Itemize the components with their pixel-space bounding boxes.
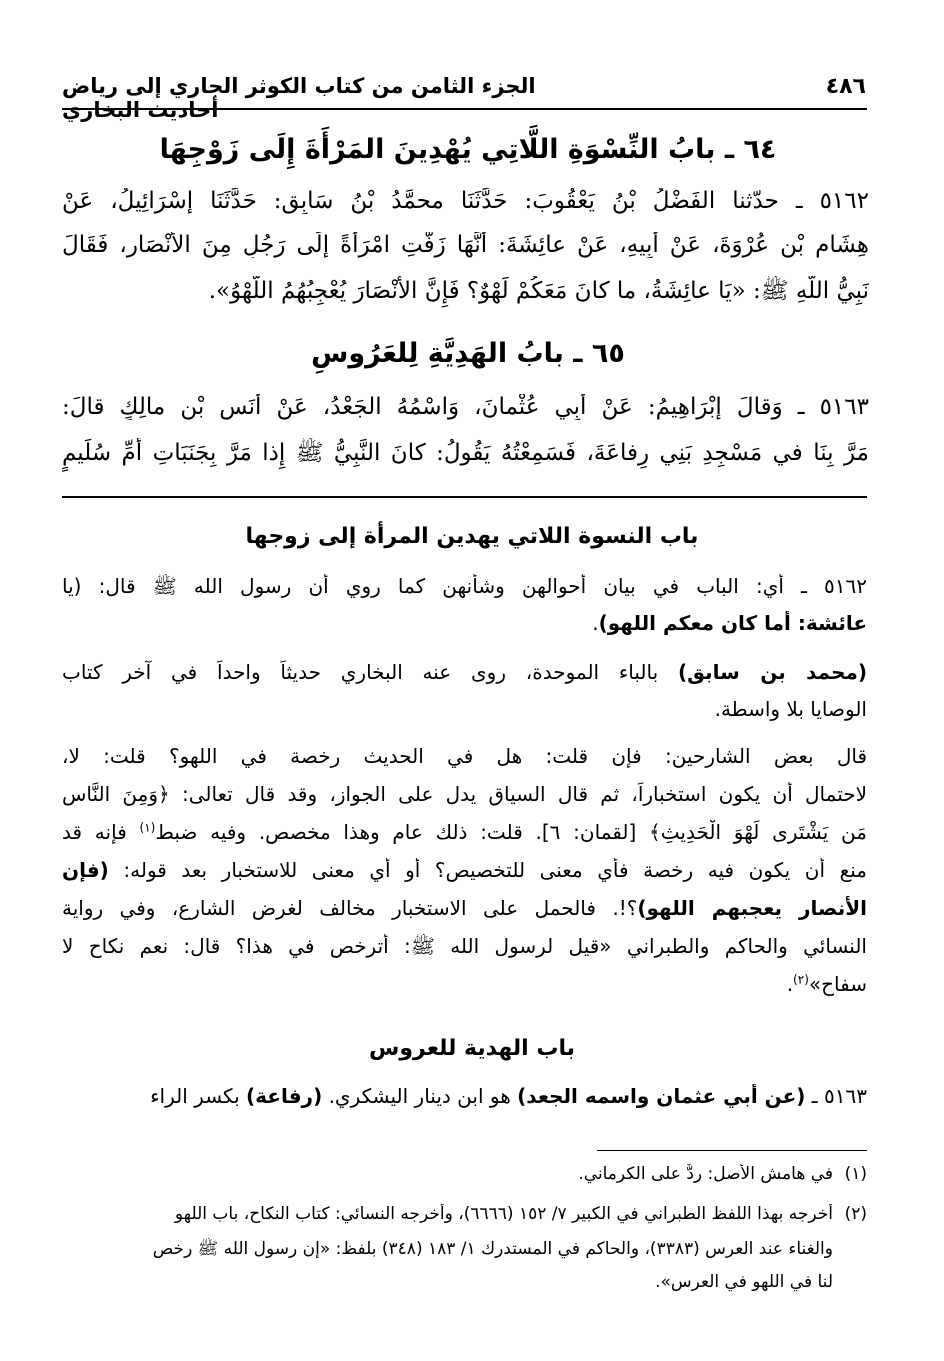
footnote-2-line-2: والغناء عند العرس (٣٣٨٣)، والحاكم في المستدرك ١/ ١٨٣ (٣٤٨) بلفظ: «إن رسول الله ﷺ رخص xyxy=(152,1239,833,1259)
commentary-5162-line-2 xyxy=(62,611,867,635)
footnote-1 xyxy=(62,1164,867,1184)
discussion-text: فإنه قد xyxy=(62,820,140,844)
muhammad-line-1 xyxy=(62,660,867,684)
discussion-text: ؟!. فالحمل على الاستخبار مخالف لغرض الشارع، وفي رواية xyxy=(62,896,638,920)
discussion-line-3 xyxy=(62,820,867,844)
footnote-text: في هامش الأصل: ردٌّ على الكرماني. xyxy=(578,1164,833,1184)
discussion-line-5 xyxy=(62,896,867,920)
discussion-text: سفاح» xyxy=(808,972,867,996)
discussion-text: منع أن يكون فيه رخصة فأي معنى للتخصيص؟ أو أي معنى للاستخبار بعد قوله: xyxy=(108,858,867,882)
punctuation: . xyxy=(592,611,599,635)
muhammad-line-2: الوصايا بلا واسطة. xyxy=(714,697,867,721)
discussion-line-6: النسائي والحاكم والطبراني «قيل لرسول الله ﷺ: أترخص في هذا؟ قال: نعم نكاح لا xyxy=(62,934,867,958)
footnote-2-line-3: لنا في اللهو في العرس». xyxy=(655,1272,833,1292)
header-rule xyxy=(62,108,867,110)
hadith-5162-line-1: ٥١٦٢ ـ حدّثنا الفَضْلُ بْنُ يَعْقُوبَ: حَدَّثَنَا محمَّدُ بْنُ سَابِقٍ: حَدَّثَنَا إِسْرَائِيلُ، عَنْ xyxy=(62,188,869,214)
commentary-text: هو ابن دينار اليشكري. xyxy=(322,1084,518,1108)
narrator-name: (محمد بن سابق) xyxy=(677,660,867,684)
discussion-line-2: لاحتمال أن يكون استخباراً، ثم قال السياق يدل على الجواز، وقد قال تعالى: ﴿وَمِنَ النَّاسِ xyxy=(62,782,867,806)
quoted-text: الأنصار يعجبهم اللهو) xyxy=(637,896,867,920)
discussion-line-1: قال بعض الشارحين: فإن قلت: هل في الحديث رخصة في اللهو؟ قلت: لا، xyxy=(62,744,867,768)
commentary-5163-line-1 xyxy=(62,1084,867,1108)
hadith-5163-line-2: مَرَّ بِنَا في مَسْجِدِ بَنِي رِفاعَةَ، فَسَمِعْتُهُ يَقُولُ: كانَ النَّبِيُّ ﷺ إِذا مَرَّ بِجَنَبَاتِ أُمِّ سُلَيمٍ xyxy=(62,440,869,466)
narrator-note: بالباء الموحدة، روى عنه البخاري حديثاً واحداً في آخر كتاب xyxy=(62,660,678,684)
page-number: ٤٨٦ xyxy=(825,74,866,99)
chapter-65-title: ٦٥ ـ بابُ الهَدِيَّةِ لِلعَرُوسِ xyxy=(311,338,625,369)
quoted-text: (رِفاعة) xyxy=(246,1084,323,1108)
footnote-number: (٢) xyxy=(844,1204,867,1224)
footnote-text: أخرجه بهذا اللفظ الطبراني في الكبير ٧/ ١٥٢ (٦٦٦٦)، وأخرجه النسائي: كتاب النكاح، باب اللهو xyxy=(174,1204,833,1224)
chapter-64-title: ٦٤ ـ بابُ النِّسْوَةِ اللَّاتِي يُهْدِينَ المَرْأَةَ إِلَى زَوْجِهَا xyxy=(159,134,777,165)
quoted-text: (فإن xyxy=(62,858,109,882)
footnote-ref-2[interactable]: (٢) xyxy=(793,972,809,987)
quoted-text: (عن أبي عثمان واسمه الجعد) xyxy=(517,1084,806,1108)
hadith-5162-line-3: نَبِيُّ اللَّهِ ﷺ: «يَا عائِشَةُ، ما كانَ مَعَكُمْ لَهْوٌ؟ فَإِنَّ الأَنْصَارَ يُعْجِبُهُمُ اللَّهْوُ». xyxy=(208,278,869,304)
footnote-ref-1[interactable]: (١) xyxy=(139,820,156,835)
footnote-number: (١) xyxy=(844,1164,867,1184)
footnote-rule xyxy=(597,1150,867,1151)
footnote-2-line-1 xyxy=(62,1204,867,1224)
punctuation: . xyxy=(786,972,794,996)
discussion-line-7 xyxy=(62,972,867,996)
commentary-5162-line-1: ٥١٦٢ ـ أي: الباب في بيان أحوالهن وشأنهن كما روي أن رسول الله ﷺ قال: (يا xyxy=(62,574,867,598)
commentary-heading-1: باب النسوة اللاتي يهدين المرأة إلى زوجها xyxy=(245,524,699,549)
commentary-heading-2: باب الهدية للعروس xyxy=(369,1036,575,1061)
hadith-5162-line-2: هِشَامِ بْنِ عُرْوَةَ، عَنْ أَبِيهِ، عَنْ عائِشَةَ: أَنَّهَا زَفَّتِ امْرَأَةً إِلَى رَجُلٍ مِنَ الأَنْصَارِ، فَقَالَ xyxy=(62,232,869,258)
commentary-text: بكسر الراء xyxy=(150,1084,247,1108)
quoted-text: عائشة: أما كان معكم اللهو) xyxy=(598,611,867,635)
running-title: الجزء الثامن من كتاب الكوثر الجاري إلى رياض أحاديث البخاري xyxy=(62,74,536,122)
discussion-text: مَن يَشْتَرِى لَهْوَ الْحَدِيثِ﴾ [لقمان: ٦]. قلت: ذلك عام وهذا مخصص. وفيه ضبط xyxy=(155,820,867,844)
hadith-5163-line-1: ٥١٦٣ ـ وَقالَ إِبْرَاهِيمُ: عَنْ أَبِي عُثْمانَ، وَاسْمُهُ الجَعْدُ، عَنْ أَنَسِ بْنِ مالِكٍ قالَ: xyxy=(62,394,869,420)
discussion-line-4 xyxy=(62,858,867,882)
hadith-number: ٥١٦٣ ـ xyxy=(805,1084,867,1108)
section-divider xyxy=(62,496,867,498)
